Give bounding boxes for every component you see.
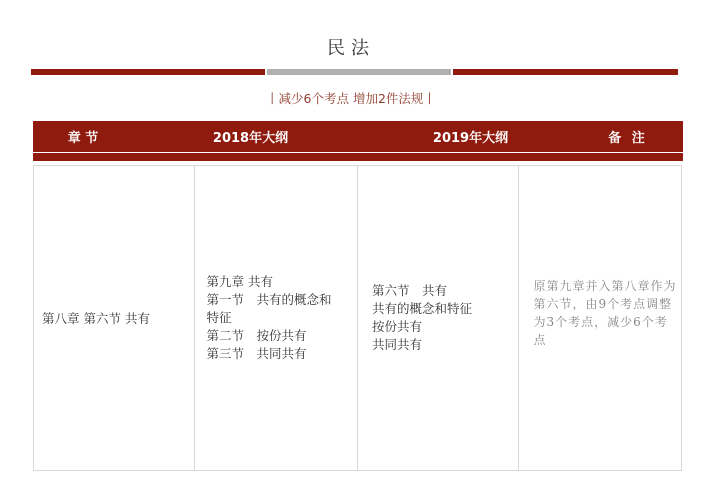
subtitle: 丨减少6个考点 增加2件法规丨 [266, 91, 436, 106]
outline-2019-line: 共有的概念和特征 [371, 301, 472, 316]
table-header [33, 121, 683, 152]
chapter-text: 第八章 第六节 共有 [42, 311, 150, 326]
outline-2018-line: 第一节 共有的概念和 [206, 292, 332, 307]
cell-chapter [34, 166, 195, 470]
outline-2018-line: 第二节 按份共有 [206, 328, 307, 343]
outline-2019-line: 共同共有 [371, 337, 422, 352]
header-band [33, 153, 683, 161]
header-note: 备 注 [608, 131, 648, 146]
cell-2018-outline [195, 166, 358, 470]
header-chapter: 章 节 [67, 131, 99, 146]
header-2019-outline: 2019年大纲 [432, 131, 509, 146]
cell-note [519, 166, 681, 470]
outline-2019-line: 第六节 共有 [371, 283, 447, 298]
divider-left [31, 69, 265, 75]
divider-middle [267, 69, 451, 75]
outline-2019-line: 按份共有 [371, 319, 422, 334]
page-title: 民法 [327, 38, 375, 59]
outline-2018-line: 第九章 共有 [206, 274, 273, 289]
cell-2019-outline [358, 166, 520, 470]
outline-2018-line: 第三节 共同共有 [206, 346, 307, 361]
divider-right [453, 69, 678, 75]
outline-2018-line: 特征 [206, 310, 232, 325]
table-row [33, 165, 682, 471]
header-2018-outline: 2018年大纲 [212, 131, 289, 146]
note-text: 原第九章并入第八章作为第六节，由9个考点调整为3个考点，减少6个考点 [533, 279, 677, 347]
